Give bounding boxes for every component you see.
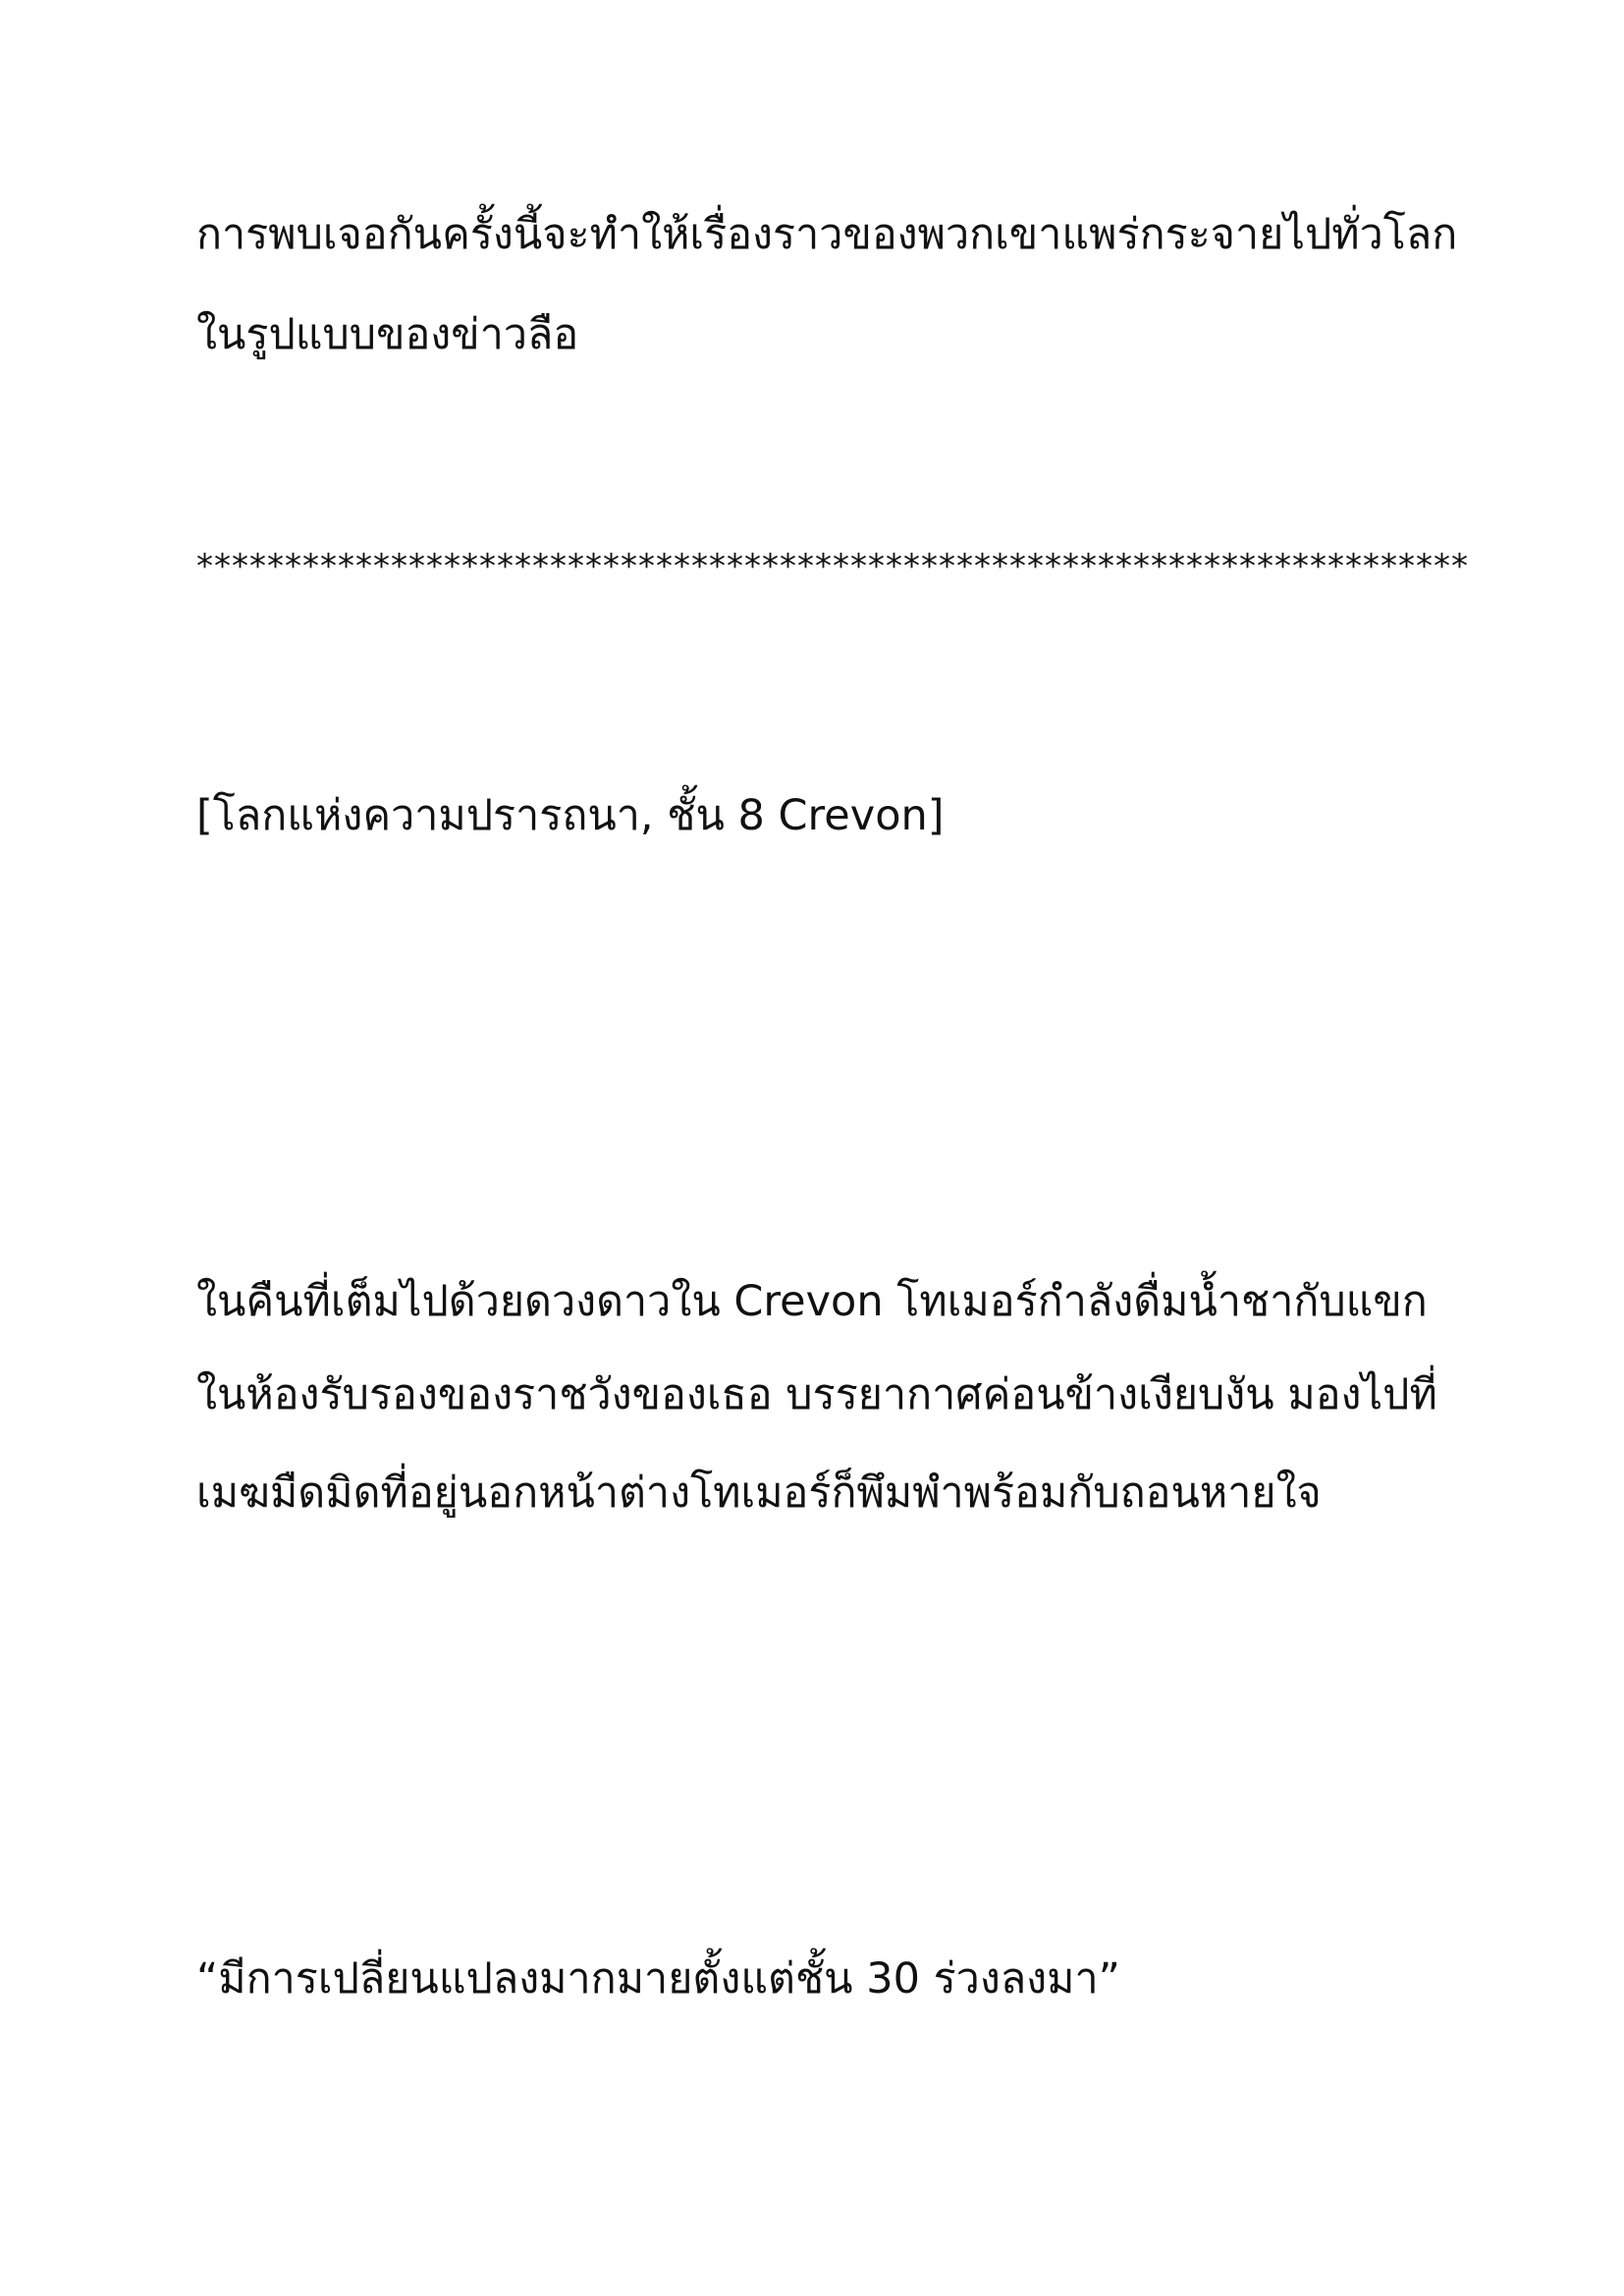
section-heading: [โลกแห่งความปรารถนา, ชั้น 8 Crevon] (196, 791, 945, 840)
paragraph-1-line-1: การพบเจอกันครั้งนี้จะทำให้เรื่องราวของพวกเขาแพร่กระจายไปทั่วโลก (196, 210, 1458, 259)
paragraph-2-line-3: เมฆมืดมิดที่อยู่นอกหน้าต่างโทเมอร์ก็พึมพำพร้อมกับถอนหายใจ (196, 1468, 1322, 1518)
section-separator: ************************************************************************ (196, 547, 1469, 586)
paragraph-1-line-2: ในรูปแบบของข่าวลือ (196, 310, 579, 359)
dialogue-line: “มีการเปลี่ยนแปลงมากมายตั้งแต่ชั้น 30 ร่วงลงมา” (196, 1954, 1120, 2003)
paragraph-2-line-2: ในห้องรับรองของราชวังของเธอ บรรยากาศค่อนข้างเงียบงัน มองไปที่ (196, 1370, 1437, 1419)
paragraph-2-line-1: ในคืนที่เต็มไปด้วยดวงดาวใน Crevon โทเมอร์กำลังดื่มน้ำชากับแขก (196, 1277, 1428, 1326)
